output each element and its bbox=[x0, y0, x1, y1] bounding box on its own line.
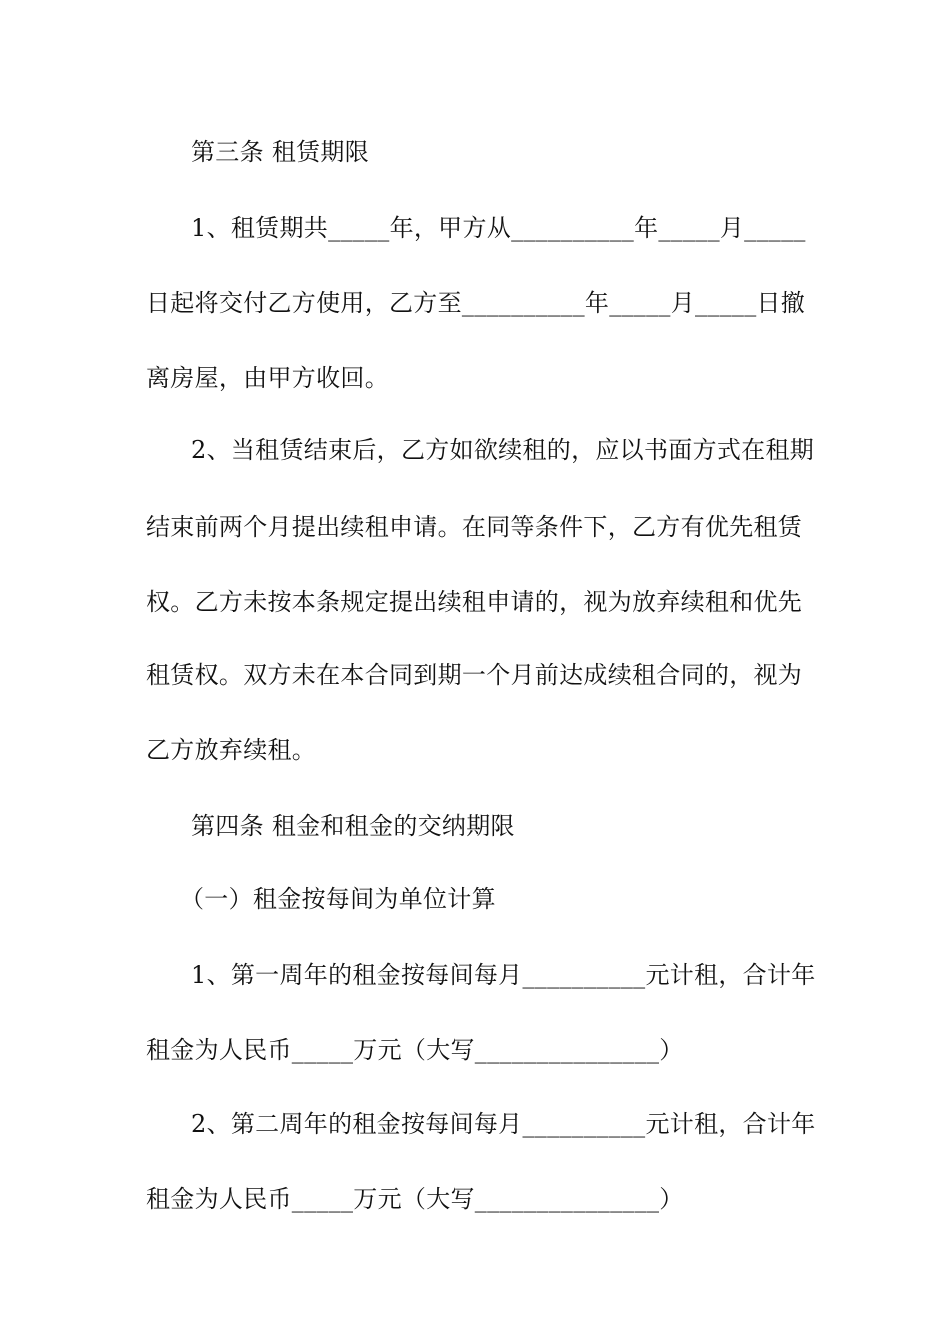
paragraph-line: 租赁权。双方未在本合同到期一个月前达成续租合同的，视为 bbox=[146, 661, 803, 689]
paragraph-line: 乙方放弃续租。 bbox=[146, 736, 317, 764]
paragraph-line: 权。乙方未按本条规定提出续租申请的，视为放弃续租和优先 bbox=[146, 588, 803, 616]
paragraph-line: 1、租赁期共_____年，甲方从__________年_____月_____ bbox=[191, 214, 806, 242]
article-4-heading: 第四条 租金和租金的交纳期限 bbox=[191, 812, 515, 840]
paragraph-line: 租金为人民币_____万元（大写_______________） bbox=[146, 1185, 684, 1213]
paragraph-line: 2、第二周年的租金按每间每月__________元计租，合计年 bbox=[191, 1110, 816, 1138]
paragraph-line: 日起将交付乙方使用，乙方至__________年_____月_____日撤 bbox=[146, 289, 806, 317]
paragraph-line: 结束前两个月提出续租申请。在同等条件下，乙方有优先租赁 bbox=[146, 513, 803, 541]
paragraph-line: 2、当租赁结束后，乙方如欲续租的，应以书面方式在租期 bbox=[191, 436, 815, 464]
paragraph-line: 1、第一周年的租金按每间每月__________元计租，合计年 bbox=[191, 961, 816, 989]
paragraph-line: 租金为人民币_____万元（大写_______________） bbox=[146, 1036, 684, 1064]
paragraph-line: 离房屋，由甲方收回。 bbox=[146, 364, 389, 392]
section-heading: （一）租金按每间为单位计算 bbox=[180, 885, 496, 913]
article-3-heading: 第三条 租赁期限 bbox=[191, 138, 370, 166]
